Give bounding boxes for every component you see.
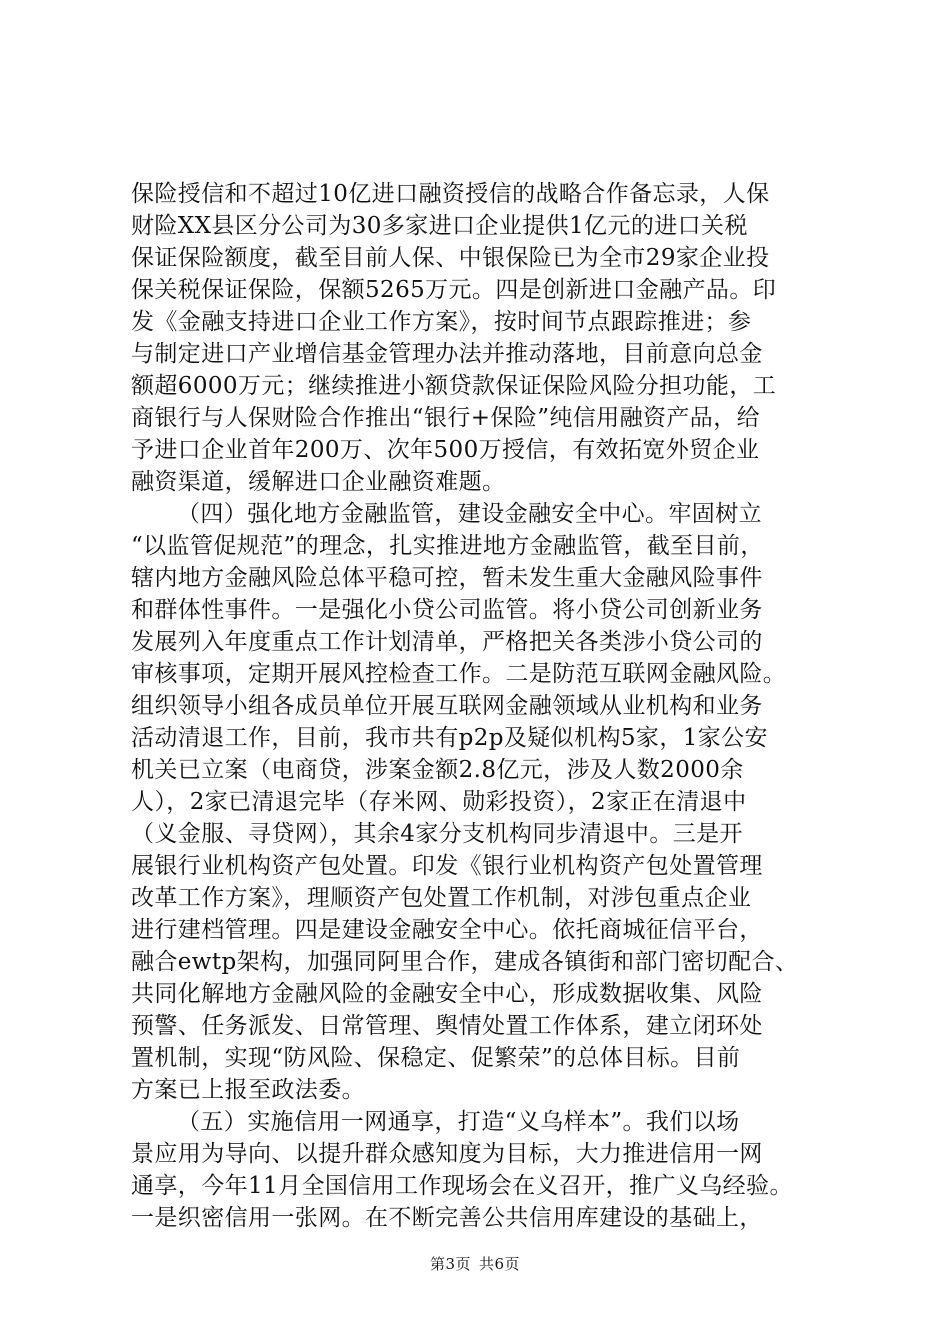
text-line: 进行建档管理。四是建设金融安全中心。依托商城征信平台， — [131, 917, 763, 943]
text-line: 共同化解地方金融风险的金融安全中心，形成数据收集、风险 — [131, 981, 763, 1007]
text-line: 审核事项，定期开展风控检查工作。二是防范互联网金融风险。 — [131, 661, 787, 687]
paragraph-section-4 — [131, 498, 835, 1106]
text-line: 财险XX县区分公司为30多家进口企业提供1亿元的进口关税 — [131, 213, 748, 239]
text-line: （义金服、寻贷网），其余4家分支机构同步清退中。三是开 — [131, 821, 743, 847]
text-line: 展银行业机构资产包处置。印发《银行业机构资产包处置管理 — [131, 853, 763, 879]
text-line: 和群体性事件。一是强化小贷公司监管。将小贷公司创新业务 — [131, 597, 763, 623]
paragraph-section-5 — [131, 1106, 835, 1234]
text-line: 景应用为导向、以提升群众感知度为目标，大力推进信用一网 — [131, 1141, 763, 1167]
text-line: “以监管促规范”的理念，扎实推进地方金融监管，截至目前， — [131, 533, 764, 559]
text-line: 保关税保证保险，保额5265万元。四是创新进口金融产品。印 — [131, 277, 777, 303]
text-line: 发展列入年度重点工作计划清单，严格把关各类涉小贷公司的 — [131, 629, 763, 655]
text-line: 改革工作方案》，理顺资产包处置工作机制，对涉包重点企业 — [131, 885, 752, 911]
text-line: 发《金融支持进口企业工作方案》，按时间节点跟踪推进；参 — [131, 309, 752, 335]
text-line: 活动清退工作，目前，我市共有p2p及疑似机构5家，1家公安 — [131, 725, 768, 751]
text-line: 预警、任务派发、日常管理、舆情处置工作体系，建立闭环处 — [131, 1013, 763, 1039]
text-line: 保证保险额度，截至目前人保、中银保险已为全市29家企业投 — [131, 245, 770, 271]
text-line: 人），2家已清退完毕（存米网、勋彩投资），2家正在清退中 — [131, 789, 747, 815]
text-line: 与制定进口产业增信基金管理办法并推动落地，目前意向总金 — [131, 341, 763, 367]
page-number: 第3页 — [429, 1255, 471, 1273]
text-line: 辖内地方金融风险总体平稳可控，暂未发生重大金融风险事件 — [131, 565, 763, 591]
body-text — [131, 178, 835, 1234]
page-total: 共6页 — [479, 1255, 521, 1273]
paragraph-continued — [131, 178, 835, 498]
text-line: （五）实施信用一网通享，打造“义乌样本”。我们以场 — [177, 1109, 740, 1135]
text-line: （四）强化地方金融监管，建设金融安全中心。牢固树立 — [177, 501, 762, 527]
text-line: 组织领导小组各成员单位开展互联网金融领域从业机构和业务 — [131, 693, 763, 719]
text-line: 方案已上报至政法委。 — [131, 1077, 365, 1103]
text-line: 一是织密信用一张网。在不断完善公共信用库建设的基础上， — [131, 1205, 763, 1231]
text-line: 置机制，实现“防风险、保稳定、促繁荣”的总体目标。目前 — [131, 1045, 741, 1071]
text-line: 商银行与人保财险合作推出“银行+保险”纯信用融资产品，给 — [131, 405, 760, 431]
page-footer — [0, 1254, 950, 1274]
text-line: 额超6000万元；继续推进小额贷款保证保险风险分担功能，工 — [131, 373, 777, 399]
text-line: 融资渠道，缓解进口企业融资难题。 — [131, 469, 506, 495]
text-line: 予进口企业首年200万、次年500万授信，有效拓宽外贸企业 — [131, 437, 760, 463]
text-line: 融合ewtp架构，加强同阿里合作，建成各镇街和部门密切配合、 — [131, 949, 799, 975]
text-line: 机关已立案（电商贷，涉案金额2.8亿元，涉及人数2000余 — [131, 757, 744, 783]
text-line: 通享，今年11月全国信用工作现场会在义召开，推广义乌经验。 — [131, 1173, 793, 1199]
text-line: 保险授信和不超过10亿进口融资授信的战略合作备忘录，人保 — [131, 181, 770, 207]
